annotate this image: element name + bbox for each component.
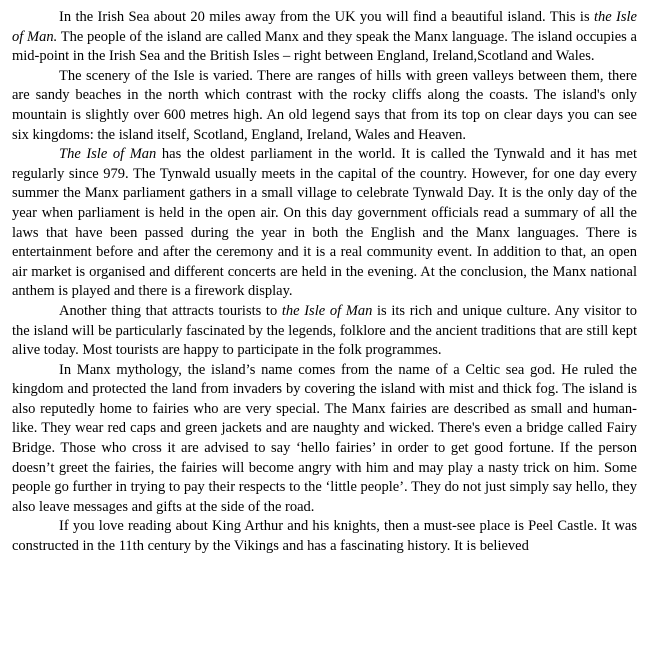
paragraph-culture xyxy=(12,302,637,361)
paragraph-scenery: The scenery of the Isle is varied. There are ranges of hills with green valleys between them, there are sandy beaches in the north which contrast with the rocky cliffs along the coasts. The island's only mountain is slightly over 600 metres high. An old legend says that from its top on clear days you can see six kingdoms: the island itself, Scotland, England, Ireland, Wales and Heaven. xyxy=(12,67,637,143)
paragraph-intro-text-2: The people of the island are called Manx and they speak the Manx language. The island occupies a mid-point in the Irish Sea and the British Isles – right between England, Ireland,Scotland and Wales. xyxy=(12,28,637,65)
document-page xyxy=(12,8,637,557)
isle-of-man-italic: the Isle of Man. xyxy=(12,9,637,45)
paragraph-mythology: In Manx mythology, the island’s name comes from the name of a Celtic sea god. He ruled the kingdom and protected the land from invaders by covering the island with mist and thick fog. The island is also reputedly home to fairies who are very special. The Manx fairies are described as small and human-like. They wear red caps and green jackets and are naughty and wicked. There's even a bridge called Fairy Bridge. Those who cross it are advised to say ‘hello fairies’ in order to get good fortune. If the person doesn’t greet the fairies, the fairies will become angry with him and may play a nasty trick on him. Some people go further in trying to pay their respects to the ‘little people’. They do not just simply say hello, they also leave messages and gifts at the side of the road. xyxy=(12,361,637,515)
paragraph-intro-text-1: In the Irish Sea about 20 miles away from the UK you will find a beautiful island. This is xyxy=(59,9,594,25)
paragraph-culture-text-2: is its rich and unique culture. Any visitor to the island will be particularly fascinated by the legends, folklore and the ancient traditions that are still kept alive today. Most tourists are happy to participate in the folk programmes. xyxy=(12,302,637,359)
isle-of-man-italic: the Isle of Man xyxy=(281,302,373,319)
paragraph-culture-text-1: Another thing that attracts tourists to xyxy=(59,302,282,319)
paragraph-peel-castle: If you love reading about King Arthur and his knights, then a must-see place is Peel Castle. It was constructed in the 11th century by the Vikings and has a fascinating history. It is believed xyxy=(12,518,637,555)
paragraph-parliament xyxy=(12,145,637,302)
paragraph-intro xyxy=(12,8,637,67)
paragraph-parliament-text: has the oldest parliament in the world. It is called the Tynwald and it has met regularly since 979. The Tynwald usually meets in the capital of the country. However, for one day every summer the Manx parliament gathers in a small village to celebrate Tynwald Day. It is the only day of the year when parliament is held in the open air. On this day government officials read a summary of all the laws that have been passed during the year in both the English and the Manx languages. There is entertainment before and after the ceremony and it is a real community event. In addition to that, an open air market is organised and different concerts are held in the evening. At the conclusion, the Manx national anthem is played and there is a firework display. xyxy=(12,146,637,300)
isle-of-man-italic: The Isle of Man xyxy=(59,146,157,163)
